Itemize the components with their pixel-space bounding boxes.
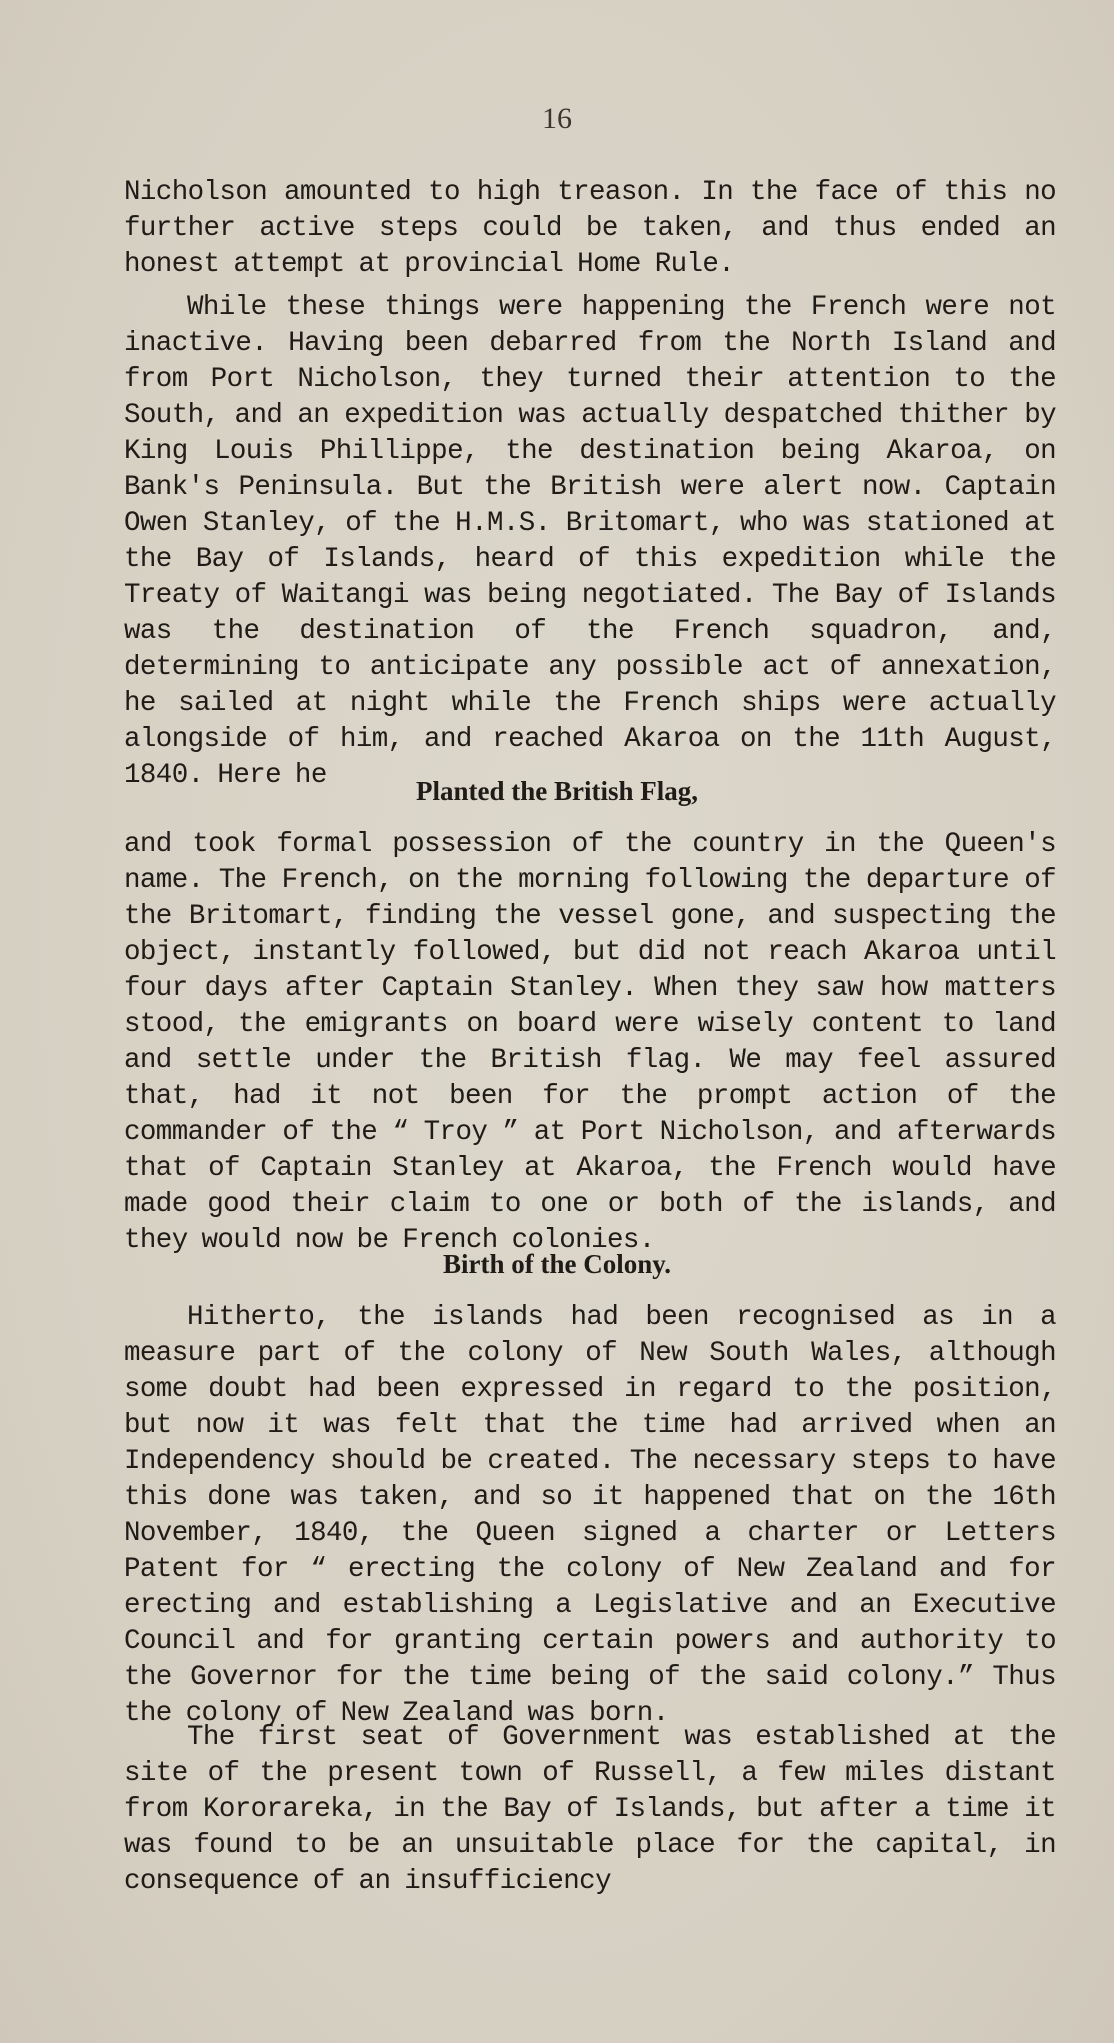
page-number: 16 (542, 102, 572, 135)
paragraph-possession: and took formal possession of the country in the Queen's name. The French, on the morning following the departure of the Britomart, finding the vessel gone, and suspecting the object, instantly followed, but did not reach Akaroa until four days after Captain Stanley. When they saw how matters stood, the emigrants on board were wisely content to land and settle under the British flag. We may feel assured that, had it not been for the prompt action of the commander of the “ Troy ” at Port Nicholson, and afterwards that of Captain Stanley at Akaroa, the French would have made good their claim to one or both of the islands, and they would now be French colonies. (124, 829, 1056, 1256)
paragraph-french-expedition-block (124, 290, 1056, 802)
paragraph-possession-block (124, 827, 1056, 1267)
paragraph-continuation (124, 175, 1056, 291)
paragraph-seat-of-government: The first seat of Government was established at the site of the present town of Russell, a few miles distant from Kororareka, in the Bay of Islands, but after a time it was found to be an unsuitable place for the capital, in consequence of an insufficiency (124, 1722, 1056, 1897)
paragraph-home-rule: Nicholson amounted to high treason. In the face of this no further active steps could be taken, and thus ended an honest attempt at provincial Home Rule. (124, 177, 1056, 280)
paragraph-independency: Hitherto, the islands had been recognised as in a measure part of the colony of New South Wales, although some doubt had been expressed in regard to the position, but now it was felt that the time had arrived when an Independency should be created. The necessary steps to have this done was taken, and so it happened that on the 16th November, 1840, the Queen signed a charter or Letters Patent for “ erecting the colony of New Zealand and for erecting and establishing a Legislative and an Executive Council and for granting certain powers and authority to the Governor for the time being of the said colony.” Thus the colony of New Zealand was born. (124, 1302, 1056, 1729)
heading-birth-of-colony: Birth of the Colony. (442, 1249, 671, 1279)
paragraph-french-expedition: While these things were happening the French were not inactive. Having been debarred from the North Island and from Port Nicholson, they turned their attention to the South, and an expedition was actually despatched thither by King Louis Phillippe, the destination being Akaroa, on Bank's Peninsula. But the British were alert now. Captain Owen Stanley, of the H.M.S. Britomart, who was stationed at the Bay of Islands, heard of this expedition while the Treaty of Waitangi was being negotiated. The Bay of Islands was the destination of the French squadron, and, determining to anticipate any possible act of annexation, he sailed at night while the French ships were actually alongside of him, and reached Akaroa on the 11th August, 1840. Here he (124, 292, 1056, 791)
heading-planted-flag: Planted the British Flag, (416, 776, 698, 806)
paragraph-seat-of-government-block (124, 1720, 1056, 1908)
paragraph-independency-block (124, 1300, 1056, 1740)
